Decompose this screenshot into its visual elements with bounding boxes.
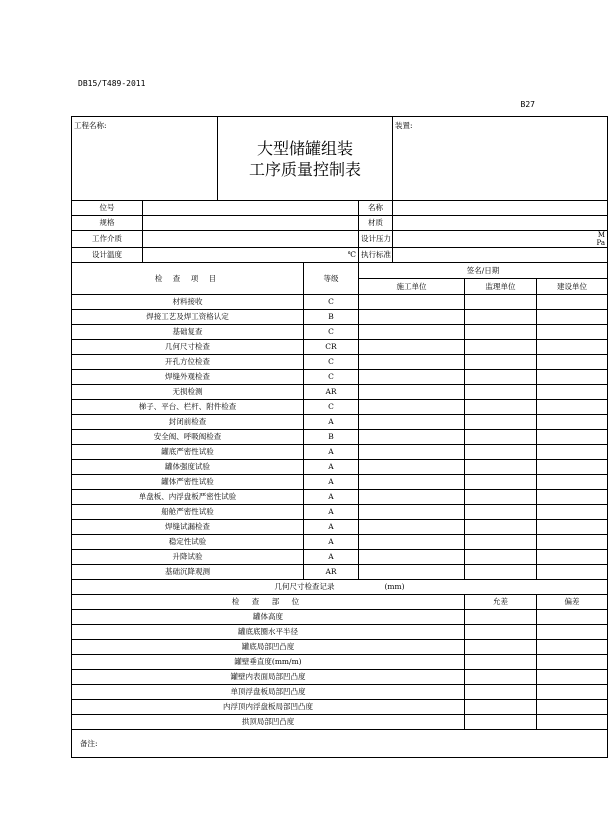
check-row — [72, 355, 608, 370]
supervision-sign-cell[interactable] — [465, 295, 537, 310]
name-value[interactable] — [393, 201, 608, 216]
construction-sign-cell[interactable] — [359, 430, 465, 445]
check-grade: A — [304, 550, 359, 565]
supervision-sign-cell[interactable] — [465, 475, 537, 490]
check-grade: B — [304, 310, 359, 325]
spec-label: 规格 — [72, 216, 143, 231]
part-header: 检 查 部 位 — [72, 595, 465, 610]
check-row — [72, 400, 608, 415]
geometry-part: 拱顶局部凹凸度 — [72, 715, 465, 730]
construction-sign-cell[interactable] — [359, 535, 465, 550]
deviation-cell[interactable] — [537, 655, 608, 670]
check-item: 几何尺寸检查 — [72, 340, 304, 355]
geometry-row — [72, 670, 608, 685]
check-row — [72, 565, 608, 580]
construction-sign-cell[interactable] — [359, 505, 465, 520]
check-row — [72, 340, 608, 355]
supervision-sign-cell[interactable] — [465, 325, 537, 340]
owner-sign-cell[interactable] — [537, 445, 608, 460]
allowance-cell[interactable] — [465, 715, 537, 730]
check-row — [72, 325, 608, 340]
owner-sign-cell[interactable] — [537, 490, 608, 505]
owner-sign-cell[interactable] — [537, 310, 608, 325]
construction-sign-cell[interactable] — [359, 520, 465, 535]
supervision-sign-cell[interactable] — [465, 505, 537, 520]
quality-control-table — [71, 116, 608, 758]
deviation-cell[interactable] — [537, 700, 608, 715]
construction-sign-cell[interactable] — [359, 445, 465, 460]
pressure-unit-cell[interactable] — [393, 231, 608, 248]
check-row — [72, 295, 608, 310]
form-number: B27 — [520, 100, 535, 109]
construction-sign-cell[interactable] — [359, 400, 465, 415]
check-grade: A — [304, 415, 359, 430]
check-grade: A — [304, 475, 359, 490]
device-label: 装置: — [395, 121, 413, 130]
geometry-row — [72, 625, 608, 640]
allowance-cell[interactable] — [465, 670, 537, 685]
check-grade: A — [304, 535, 359, 550]
supervision-sign-cell[interactable] — [465, 535, 537, 550]
deviation-cell[interactable] — [537, 715, 608, 730]
owner-sign-cell[interactable] — [537, 370, 608, 385]
check-item: 罐体强度试验 — [72, 460, 304, 475]
remarks-label: 备注: — [80, 738, 98, 748]
standard-label: 执行标准 — [359, 248, 393, 263]
remarks-row — [72, 730, 608, 758]
owner-unit-header: 建设单位 — [537, 279, 608, 295]
owner-sign-cell[interactable] — [537, 460, 608, 475]
check-row — [72, 475, 608, 490]
construction-sign-cell[interactable] — [359, 385, 465, 400]
check-grade: C — [304, 400, 359, 415]
form-title-line2: 工序质量控制表 — [249, 159, 362, 179]
check-item: 无损检测 — [72, 385, 304, 400]
owner-sign-cell[interactable] — [537, 340, 608, 355]
owner-sign-cell[interactable] — [537, 385, 608, 400]
supervision-sign-cell[interactable] — [465, 310, 537, 325]
supervision-sign-cell[interactable] — [465, 430, 537, 445]
check-row — [72, 490, 608, 505]
allowance-cell[interactable] — [465, 685, 537, 700]
owner-sign-cell[interactable] — [537, 475, 608, 490]
construction-sign-cell[interactable] — [359, 340, 465, 355]
owner-sign-cell[interactable] — [537, 550, 608, 565]
supervision-sign-cell[interactable] — [465, 400, 537, 415]
owner-sign-cell[interactable] — [537, 355, 608, 370]
allowance-cell[interactable] — [465, 625, 537, 640]
check-row — [72, 520, 608, 535]
check-item: 封闭前检查 — [72, 415, 304, 430]
geometry-row — [72, 700, 608, 715]
construction-unit-header: 施工单位 — [359, 279, 465, 295]
construction-sign-cell[interactable] — [359, 295, 465, 310]
check-row — [72, 535, 608, 550]
check-item: 罐体严密性试验 — [72, 475, 304, 490]
supervision-sign-cell[interactable] — [465, 340, 537, 355]
sign-date-header: 签名/日期 — [359, 263, 608, 279]
deviation-cell[interactable] — [537, 610, 608, 625]
construction-sign-cell[interactable] — [359, 415, 465, 430]
check-grade: A — [304, 520, 359, 535]
geometry-title-row — [72, 580, 608, 595]
check-row — [72, 460, 608, 475]
temp-unit[interactable]: ℃ — [143, 248, 359, 263]
check-item: 稳定性试验 — [72, 535, 304, 550]
geometry-part: 罐壁垂直度(mm/m) — [72, 655, 465, 670]
supervision-sign-cell[interactable] — [465, 490, 537, 505]
check-row — [72, 385, 608, 400]
check-item: 升降试验 — [72, 550, 304, 565]
construction-sign-cell[interactable] — [359, 355, 465, 370]
check-row — [72, 505, 608, 520]
geometry-row — [72, 715, 608, 730]
check-item: 基础沉降观测 — [72, 565, 304, 580]
deviation-cell[interactable] — [537, 670, 608, 685]
supervision-sign-cell[interactable] — [465, 520, 537, 535]
document-code: DB15/T489-2011 — [78, 79, 146, 88]
geometry-row — [72, 610, 608, 625]
material-value[interactable] — [393, 216, 608, 231]
check-grade: A — [304, 460, 359, 475]
check-grade: AR — [304, 565, 359, 580]
check-item: 开孔方位检查 — [72, 355, 304, 370]
geometry-header-row — [72, 595, 608, 610]
deviation-cell[interactable] — [537, 640, 608, 655]
check-grade: B — [304, 430, 359, 445]
check-grade: A — [304, 505, 359, 520]
item-header: 检 查 项 目 — [72, 263, 304, 295]
spec-value[interactable] — [143, 216, 359, 231]
check-grade: C — [304, 355, 359, 370]
check-item: 单盘板、内浮盘板严密性试验 — [72, 490, 304, 505]
construction-sign-cell[interactable] — [359, 565, 465, 580]
supervision-sign-cell[interactable] — [465, 460, 537, 475]
check-grade: A — [304, 490, 359, 505]
owner-sign-cell[interactable] — [537, 400, 608, 415]
owner-sign-cell[interactable] — [537, 505, 608, 520]
geometry-part: 罐体高度 — [72, 610, 465, 625]
check-item: 安全阀、呼吸阀检查 — [72, 430, 304, 445]
deviation-header: 偏差 — [537, 595, 608, 610]
form-title-line1: 大型储罐组装 — [257, 138, 354, 158]
supervision-unit-header: 监理单位 — [465, 279, 537, 295]
geometry-part: 单顶浮盘板局部凹凸度 — [72, 685, 465, 700]
owner-sign-cell[interactable] — [537, 535, 608, 550]
deviation-cell[interactable] — [537, 625, 608, 640]
check-grade: C — [304, 370, 359, 385]
standard-value[interactable] — [393, 248, 608, 263]
check-grade: A — [304, 445, 359, 460]
owner-sign-cell[interactable] — [537, 565, 608, 580]
check-item: 焊接工艺及焊工资格认定 — [72, 310, 304, 325]
allowance-cell[interactable] — [465, 700, 537, 715]
medium-value[interactable] — [143, 231, 359, 248]
construction-sign-cell[interactable] — [359, 460, 465, 475]
owner-sign-cell[interactable] — [537, 295, 608, 310]
construction-sign-cell[interactable] — [359, 550, 465, 565]
check-row — [72, 445, 608, 460]
check-row — [72, 310, 608, 325]
geometry-part: 罐底局部凹凸度 — [72, 640, 465, 655]
supervision-sign-cell[interactable] — [465, 370, 537, 385]
check-grade: C — [304, 325, 359, 340]
check-grade: AR — [304, 385, 359, 400]
allowance-cell[interactable] — [465, 610, 537, 625]
geometry-part: 内浮顶内浮盘板局部凹凸度 — [72, 700, 465, 715]
geometry-title — [72, 580, 608, 595]
check-row — [72, 430, 608, 445]
supervision-sign-cell[interactable] — [465, 385, 537, 400]
device-cell — [393, 117, 608, 201]
name-label: 名称 — [359, 201, 393, 216]
allowance-header: 允差 — [465, 595, 537, 610]
check-item: 罐底严密性试验 — [72, 445, 304, 460]
construction-sign-cell[interactable] — [359, 370, 465, 385]
check-row — [72, 415, 608, 430]
check-item: 梯子、平台、栏杆、附件检查 — [72, 400, 304, 415]
owner-sign-cell[interactable] — [537, 520, 608, 535]
supervision-sign-cell[interactable] — [465, 550, 537, 565]
geometry-part: 罐底底圈水平半径 — [72, 625, 465, 640]
geometry-record-title: 几何尺寸检查记录 — [274, 582, 335, 592]
check-item: 基础复查 — [72, 325, 304, 340]
supervision-sign-cell[interactable] — [465, 565, 537, 580]
check-row — [72, 370, 608, 385]
remarks-cell[interactable] — [72, 730, 608, 758]
check-row — [72, 550, 608, 565]
check-grade: C — [304, 295, 359, 310]
owner-sign-cell[interactable] — [537, 325, 608, 340]
check-grade: CR — [304, 340, 359, 355]
geometry-record-unit: (mm) — [384, 582, 405, 592]
project-name-label: 工程名称: — [74, 121, 107, 130]
owner-sign-cell[interactable] — [537, 415, 608, 430]
supervision-sign-cell[interactable] — [465, 355, 537, 370]
geometry-row — [72, 685, 608, 700]
position-label: 位号 — [72, 201, 143, 216]
construction-sign-cell[interactable] — [359, 310, 465, 325]
check-item: 材料接收 — [72, 295, 304, 310]
geometry-part: 罐壁内表面局部凹凸度 — [72, 670, 465, 685]
deviation-cell[interactable] — [537, 685, 608, 700]
title-cell — [218, 117, 393, 201]
construction-sign-cell[interactable] — [359, 325, 465, 340]
check-item: 焊缝外观检查 — [72, 370, 304, 385]
project-name-cell — [72, 117, 218, 201]
owner-sign-cell[interactable] — [537, 430, 608, 445]
check-item: 船舱严密性试验 — [72, 505, 304, 520]
construction-sign-cell[interactable] — [359, 475, 465, 490]
allowance-cell[interactable] — [465, 640, 537, 655]
geometry-row — [72, 655, 608, 670]
geometry-row — [72, 640, 608, 655]
design-pressure-label: 设计压力 — [359, 231, 393, 248]
grade-header: 等级 — [304, 263, 359, 295]
pressure-unit: MPa — [596, 231, 606, 247]
allowance-cell[interactable] — [465, 655, 537, 670]
check-item: 焊缝试漏检查 — [72, 520, 304, 535]
supervision-sign-cell[interactable] — [465, 445, 537, 460]
design-temp-label: 设计温度 — [72, 248, 143, 263]
medium-label: 工作介质 — [72, 231, 143, 248]
supervision-sign-cell[interactable] — [465, 415, 537, 430]
material-label: 材质 — [359, 216, 393, 231]
construction-sign-cell[interactable] — [359, 490, 465, 505]
position-value[interactable] — [143, 201, 359, 216]
